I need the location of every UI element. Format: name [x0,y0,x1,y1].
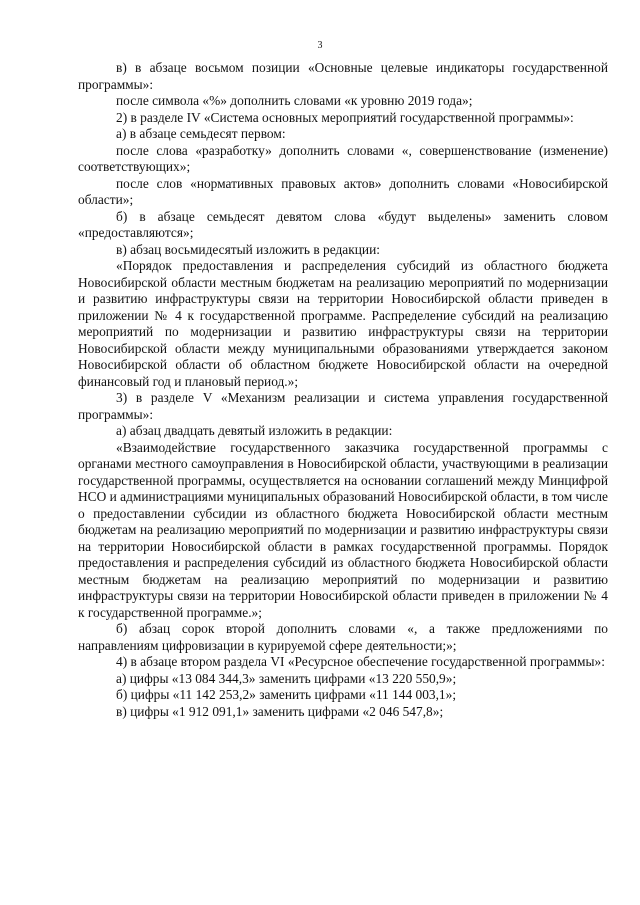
paragraph: а) в абзаце семьдесят первом: [116,126,286,141]
page-number: 3 [317,40,323,51]
paragraph: а) цифры «13 084 344,3» заменить цифрами «13 220 550,9»; [116,670,457,686]
paragraph: в) цифры «1 912 091,1» заменить цифрами «2 046 547,8»; [116,703,444,719]
paragraph: б) абзац сорок второй дополнить словами «, а также предложениями по направлениям цифровизации в курируемой сфере деятельности;»; [78,621,608,653]
paragraph: б) в абзаце семьдесят девятом слова «будут выделены» заменить словом «предоставляются»; [78,208,608,240]
paragraph: в) абзац восьмидесятый изложить в редакции: [116,241,380,257]
paragraph: а) абзац двадцать девятый изложить в редакции: [116,423,393,438]
paragraph: 4) в абзаце втором раздела VI «Ресурсное обеспечение государственной программы»: [116,654,605,669]
paragraph: в) в абзаце восьмом позиции «Основные целевые индикаторы государственной программы»: [78,60,608,92]
document-body [78,60,608,720]
paragraph: после слов «нормативных правовых актов» дополнить словами «Новосибирской области»; [78,175,608,207]
paragraph: 3) в разделе V «Механизм реализации и система управления государственной программы»: [78,390,608,422]
paragraph: б) цифры «11 142 253,2» заменить цифрами «11 144 003,1»; [116,687,457,702]
paragraph: после слова «разработку» дополнить словами «, совершенствование (изменение) соответствующих»; [78,142,608,174]
paragraph: «Взаимодействие государственного заказчика государственной программы с органами местного самоуправления в Новосибирской области, участвующими в реализации государственной программы, осуществляется на основании соглашений между Минцифрой НСО и администрациями муниципальных образований Новосибирской области, в том числе о предоставлении субсидии из областного бюджета Новосибирской области местным бюджетам на реализацию мероприятий по модернизации и развитию инфраструктуры связи на территории Новосибирской области в рамках государственной программы. Порядок предоставления и распределения субсидий из областного бюджета Новосибирской области местным бюджетам на реализацию мероприятий по модернизации и развитию инфраструктуры связи на территории Новосибирской области приведен в приложении № 4 к государственной программе.»; [78,439,608,620]
paragraph: 2) в разделе IV «Система основных мероприятий государственной программы»: [116,109,574,125]
paragraph: «Порядок предоставления и распределения субсидий из областного бюджета Новосибирской области местным бюджетам на реализацию мероприятий по модернизации и развитию инфраструктуры связи на территории Новосибирской области приведен в приложении № 4 к государственной программе. Распределение субсидий на реализацию мероприятий по модернизации и развитию инфраструктуры связи на территории Новосибирской области между муниципальными образованиями утверждается законом Новосибирской области об областном бюджете Новосибирской области на очередной финансовый год и плановый период.»; [78,258,608,389]
paragraph: после символа «%» дополнить словами «к уровню 2019 года»; [116,93,473,108]
